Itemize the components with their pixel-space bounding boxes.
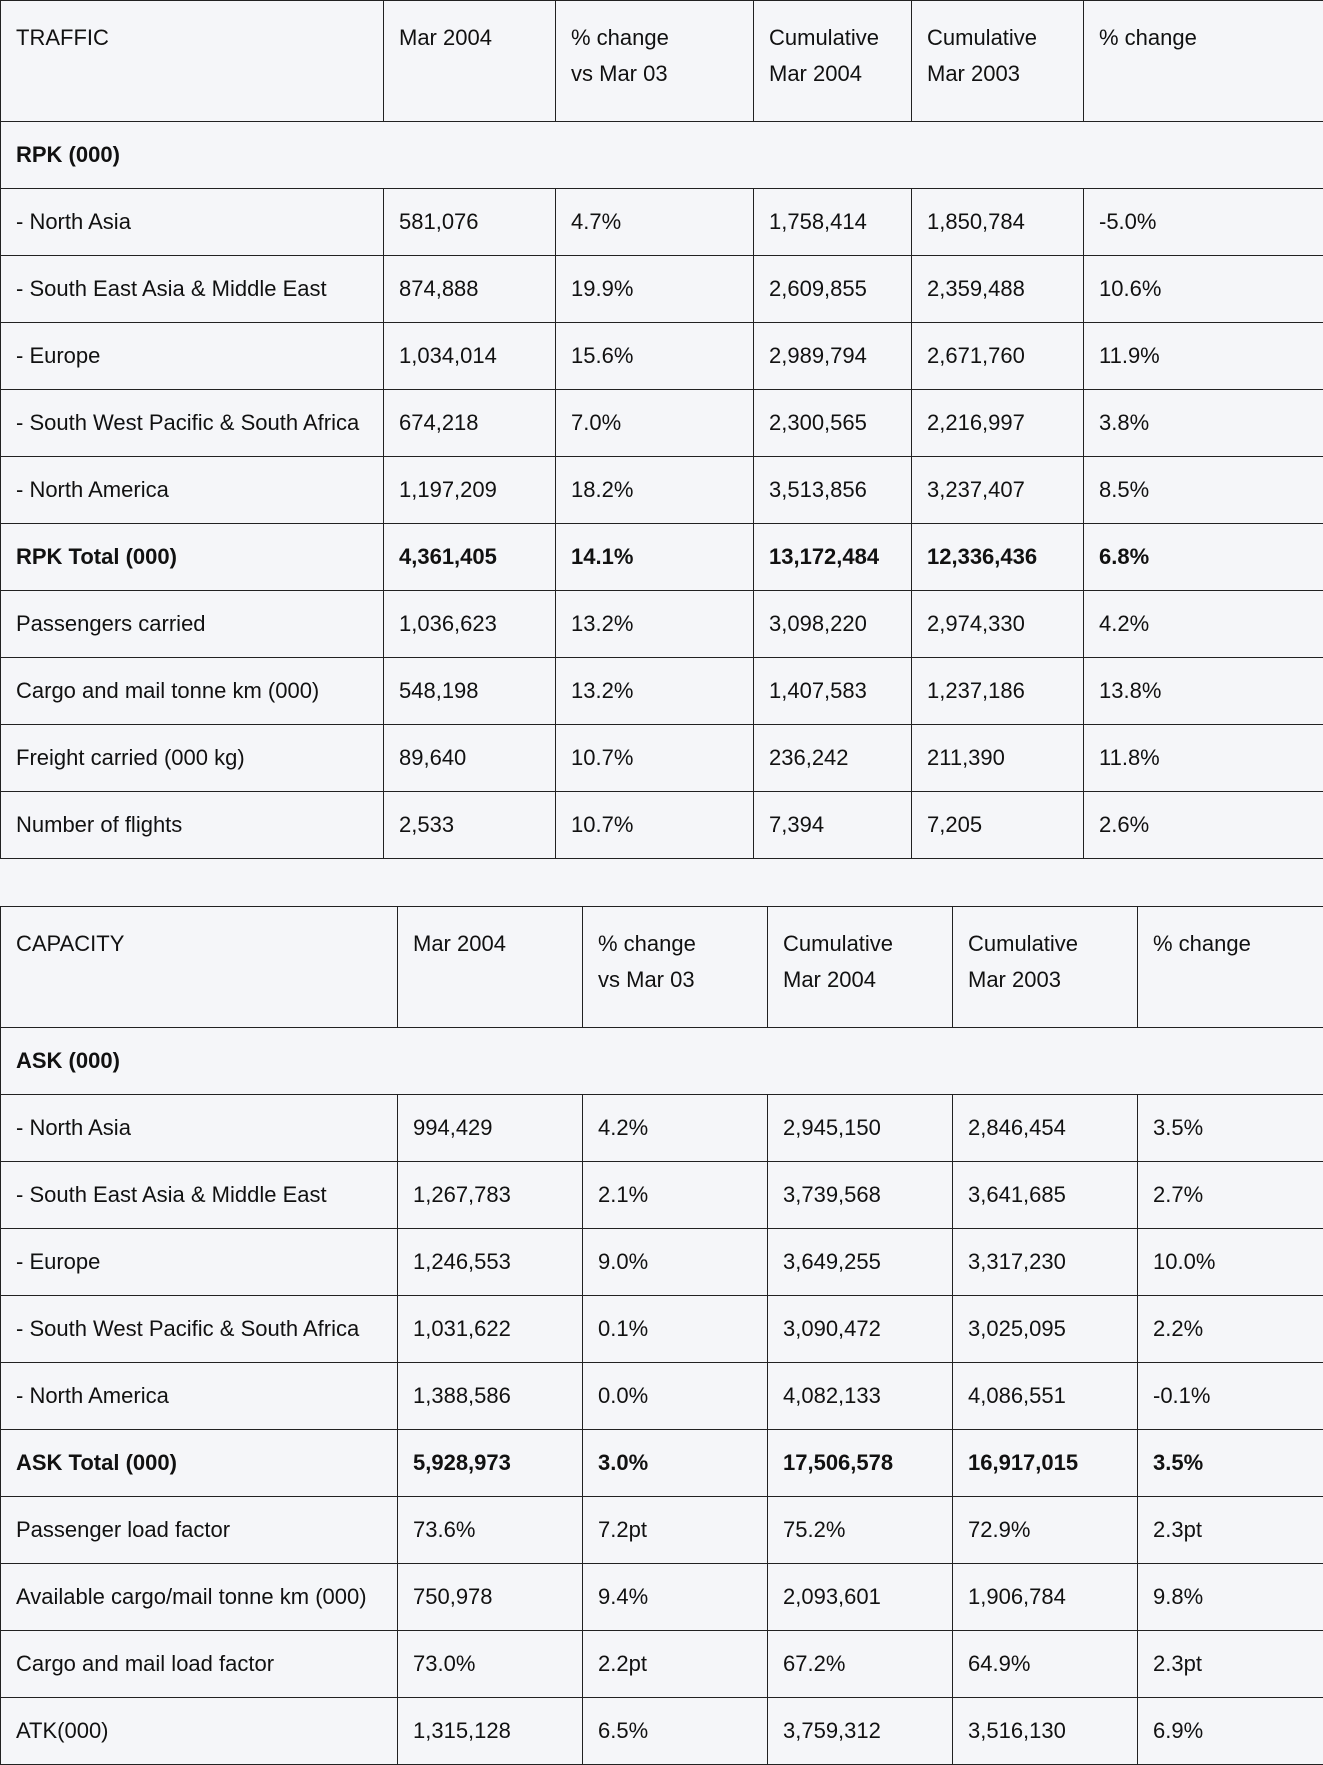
cell-cumulative-2004: 3,649,255 (768, 1229, 953, 1296)
cell-cumulative-change: 11.9% (1084, 323, 1323, 390)
cell-cumulative-2003: 3,025,095 (953, 1296, 1138, 1363)
cell-cumulative-change: 6.9% (1138, 1698, 1323, 1765)
cell-month: 1,034,014 (384, 323, 556, 390)
column-header-cumulative-change (1084, 1, 1323, 122)
cell-cumulative-2004: 13,172,484 (754, 524, 912, 591)
cell-cumulative-2004: 3,513,856 (754, 457, 912, 524)
cell-month: 548,198 (384, 658, 556, 725)
cell-cumulative-change: -5.0% (1084, 189, 1323, 256)
cell-month-change: 6.5% (583, 1698, 768, 1765)
cell-cumulative-2003: 1,237,186 (912, 658, 1084, 725)
cell-cumulative-change: 2.3pt (1138, 1497, 1323, 1564)
cell-cumulative-2004: 1,407,583 (754, 658, 912, 725)
cell-month: 89,640 (384, 725, 556, 792)
table-row (1, 457, 1323, 524)
cell-label: Number of flights (1, 792, 384, 859)
column-header-cumulative-2004 (754, 1, 912, 122)
column-header-month (384, 1, 556, 122)
column-header-cumulative-2003 (912, 1, 1084, 122)
column-header-text: vs Mar 03 (598, 962, 752, 998)
table-row (1, 658, 1323, 725)
cell-label: - South West Pacific & South Africa (1, 1296, 398, 1363)
capacity-table (0, 906, 1323, 1765)
cell-cumulative-change: 9.8% (1138, 1564, 1323, 1631)
cell-month: 674,218 (384, 390, 556, 457)
cell-label: - North America (1, 1363, 398, 1430)
column-header-text: Mar 2004 (413, 926, 567, 962)
cell-month-change: 7.2pt (583, 1497, 768, 1564)
traffic-section-row (1, 122, 1323, 189)
cell-month-change: 13.2% (556, 658, 754, 725)
cell-month: 1,197,209 (384, 457, 556, 524)
total-row (1, 1430, 1323, 1497)
column-header-text: Mar 2003 (968, 962, 1122, 998)
column-header-text: % change (598, 926, 752, 962)
cell-cumulative-change: 11.8% (1084, 725, 1323, 792)
cell-month-change: 2.2pt (583, 1631, 768, 1698)
table-row (1, 1698, 1323, 1765)
section-label: ASK (000) (1, 1028, 1323, 1095)
total-row (1, 524, 1323, 591)
column-header-text: vs Mar 03 (571, 56, 738, 92)
cell-cumulative-2003: 4,086,551 (953, 1363, 1138, 1430)
cell-month: 2,533 (384, 792, 556, 859)
cell-cumulative-2004: 17,506,578 (768, 1430, 953, 1497)
table-row (1, 792, 1323, 859)
cell-cumulative-change: 10.0% (1138, 1229, 1323, 1296)
section-label: RPK (000) (1, 122, 1323, 189)
cell-cumulative-2004: 3,739,568 (768, 1162, 953, 1229)
cell-month: 1,246,553 (398, 1229, 583, 1296)
table-row (1, 1162, 1323, 1229)
cell-label: Cargo and mail tonne km (000) (1, 658, 384, 725)
column-header-text: Cumulative (927, 20, 1068, 56)
cell-cumulative-change: -0.1% (1138, 1363, 1323, 1430)
cell-cumulative-2003: 1,906,784 (953, 1564, 1138, 1631)
table-row (1, 390, 1323, 457)
cell-cumulative-2003: 2,216,997 (912, 390, 1084, 457)
cell-cumulative-change: 2.2% (1138, 1296, 1323, 1363)
cell-cumulative-change: 13.8% (1084, 658, 1323, 725)
cell-cumulative-2004: 7,394 (754, 792, 912, 859)
table-row (1, 1296, 1323, 1363)
cell-month-change: 2.1% (583, 1162, 768, 1229)
cell-cumulative-2003: 16,917,015 (953, 1430, 1138, 1497)
traffic-table (0, 0, 1323, 859)
capacity-header-row (1, 907, 1323, 1028)
cell-cumulative-2003: 64.9% (953, 1631, 1138, 1698)
cell-cumulative-2003: 2,671,760 (912, 323, 1084, 390)
column-header-text: Cumulative (769, 20, 896, 56)
cell-label: ASK Total (000) (1, 1430, 398, 1497)
cell-month-change: 4.7% (556, 189, 754, 256)
cell-month-change: 18.2% (556, 457, 754, 524)
cell-month: 1,031,622 (398, 1296, 583, 1363)
cell-month-change: 9.0% (583, 1229, 768, 1296)
cell-cumulative-2004: 4,082,133 (768, 1363, 953, 1430)
cell-month: 1,267,783 (398, 1162, 583, 1229)
cell-cumulative-2003: 2,974,330 (912, 591, 1084, 658)
table-row (1, 725, 1323, 792)
column-header-month (398, 907, 583, 1028)
cell-month: 5,928,973 (398, 1430, 583, 1497)
cell-cumulative-2003: 7,205 (912, 792, 1084, 859)
cell-cumulative-2003: 12,336,436 (912, 524, 1084, 591)
column-header-cumulative-2003 (953, 907, 1138, 1028)
cell-month-change: 3.0% (583, 1430, 768, 1497)
cell-cumulative-2004: 2,300,565 (754, 390, 912, 457)
cell-label: - North Asia (1, 1095, 398, 1162)
cell-cumulative-change: 6.8% (1084, 524, 1323, 591)
cell-month-change: 14.1% (556, 524, 754, 591)
cell-cumulative-change: 8.5% (1084, 457, 1323, 524)
column-header-text: Mar 2004 (399, 20, 540, 56)
cell-cumulative-change: 10.6% (1084, 256, 1323, 323)
cell-month-change: 10.7% (556, 725, 754, 792)
capacity-section-row (1, 1028, 1323, 1095)
table-row (1, 1564, 1323, 1631)
table-row (1, 323, 1323, 390)
cell-month: 994,429 (398, 1095, 583, 1162)
cell-month: 1,036,623 (384, 591, 556, 658)
cell-cumulative-2003: 1,850,784 (912, 189, 1084, 256)
cell-cumulative-change: 3.5% (1138, 1430, 1323, 1497)
column-header-text: Cumulative (968, 926, 1122, 962)
cell-cumulative-change: 2.7% (1138, 1162, 1323, 1229)
table-row (1, 1363, 1323, 1430)
table-row (1, 1497, 1323, 1564)
cell-month-change: 19.9% (556, 256, 754, 323)
column-header-cumulative-2004 (768, 907, 953, 1028)
cell-month-change: 13.2% (556, 591, 754, 658)
cell-cumulative-2004: 1,758,414 (754, 189, 912, 256)
column-header-label (1, 907, 398, 1028)
cell-month-change: 0.1% (583, 1296, 768, 1363)
column-header-text: Mar 2004 (769, 56, 896, 92)
cell-cumulative-2003: 211,390 (912, 725, 1084, 792)
cell-label: - Europe (1, 1229, 398, 1296)
cell-month: 874,888 (384, 256, 556, 323)
column-header-text: CAPACITY (16, 926, 382, 962)
column-header-label (1, 1, 384, 122)
table-row (1, 1631, 1323, 1698)
cell-cumulative-2004: 236,242 (754, 725, 912, 792)
cell-label: Passengers carried (1, 591, 384, 658)
cell-month-change: 7.0% (556, 390, 754, 457)
column-header-month-change (556, 1, 754, 122)
cell-cumulative-2003: 2,359,488 (912, 256, 1084, 323)
cell-cumulative-change: 4.2% (1084, 591, 1323, 658)
column-header-text: % change (1153, 926, 1308, 962)
table-row (1, 1095, 1323, 1162)
cell-cumulative-change: 3.8% (1084, 390, 1323, 457)
cell-cumulative-change: 3.5% (1138, 1095, 1323, 1162)
cell-label: Cargo and mail load factor (1, 1631, 398, 1698)
cell-cumulative-2003: 3,237,407 (912, 457, 1084, 524)
cell-cumulative-2004: 67.2% (768, 1631, 953, 1698)
cell-cumulative-2004: 2,609,855 (754, 256, 912, 323)
cell-label: Freight carried (000 kg) (1, 725, 384, 792)
column-header-month-change (583, 907, 768, 1028)
cell-month: 581,076 (384, 189, 556, 256)
cell-month-change: 0.0% (583, 1363, 768, 1430)
column-header-cumulative-change (1138, 907, 1323, 1028)
cell-cumulative-2003: 3,317,230 (953, 1229, 1138, 1296)
cell-cumulative-2004: 3,098,220 (754, 591, 912, 658)
cell-label: - South East Asia & Middle East (1, 1162, 398, 1229)
cell-label: - South West Pacific & South Africa (1, 390, 384, 457)
cell-cumulative-2003: 72.9% (953, 1497, 1138, 1564)
cell-label: Available cargo/mail tonne km (000) (1, 1564, 398, 1631)
cell-month: 4,361,405 (384, 524, 556, 591)
cell-label: RPK Total (000) (1, 524, 384, 591)
cell-month: 1,315,128 (398, 1698, 583, 1765)
cell-month-change: 15.6% (556, 323, 754, 390)
cell-month-change: 4.2% (583, 1095, 768, 1162)
cell-label: - South East Asia & Middle East (1, 256, 384, 323)
cell-cumulative-2004: 3,090,472 (768, 1296, 953, 1363)
table-row (1, 1229, 1323, 1296)
cell-cumulative-2004: 2,945,150 (768, 1095, 953, 1162)
cell-month: 73.6% (398, 1497, 583, 1564)
cell-label: - Europe (1, 323, 384, 390)
cell-month: 1,388,586 (398, 1363, 583, 1430)
cell-label: - North America (1, 457, 384, 524)
column-header-text: % change (571, 20, 738, 56)
cell-month-change: 9.4% (583, 1564, 768, 1631)
cell-cumulative-2003: 2,846,454 (953, 1095, 1138, 1162)
cell-month: 73.0% (398, 1631, 583, 1698)
table-row (1, 189, 1323, 256)
column-header-text: % change (1099, 20, 1308, 56)
cell-label: ATK(000) (1, 1698, 398, 1765)
cell-cumulative-2004: 75.2% (768, 1497, 953, 1564)
cell-cumulative-2003: 3,641,685 (953, 1162, 1138, 1229)
table-row (1, 256, 1323, 323)
cell-cumulative-2004: 3,759,312 (768, 1698, 953, 1765)
cell-cumulative-2004: 2,989,794 (754, 323, 912, 390)
traffic-header-row (1, 1, 1323, 122)
cell-month: 750,978 (398, 1564, 583, 1631)
column-header-text: Cumulative (783, 926, 937, 962)
cell-cumulative-2004: 2,093,601 (768, 1564, 953, 1631)
column-header-text: TRAFFIC (16, 20, 368, 56)
column-header-text: Mar 2004 (783, 962, 937, 998)
cell-cumulative-change: 2.6% (1084, 792, 1323, 859)
cell-label: Passenger load factor (1, 1497, 398, 1564)
cell-label: - North Asia (1, 189, 384, 256)
cell-cumulative-change: 2.3pt (1138, 1631, 1323, 1698)
cell-cumulative-2003: 3,516,130 (953, 1698, 1138, 1765)
column-header-text: Mar 2003 (927, 56, 1068, 92)
table-row (1, 591, 1323, 658)
cell-month-change: 10.7% (556, 792, 754, 859)
